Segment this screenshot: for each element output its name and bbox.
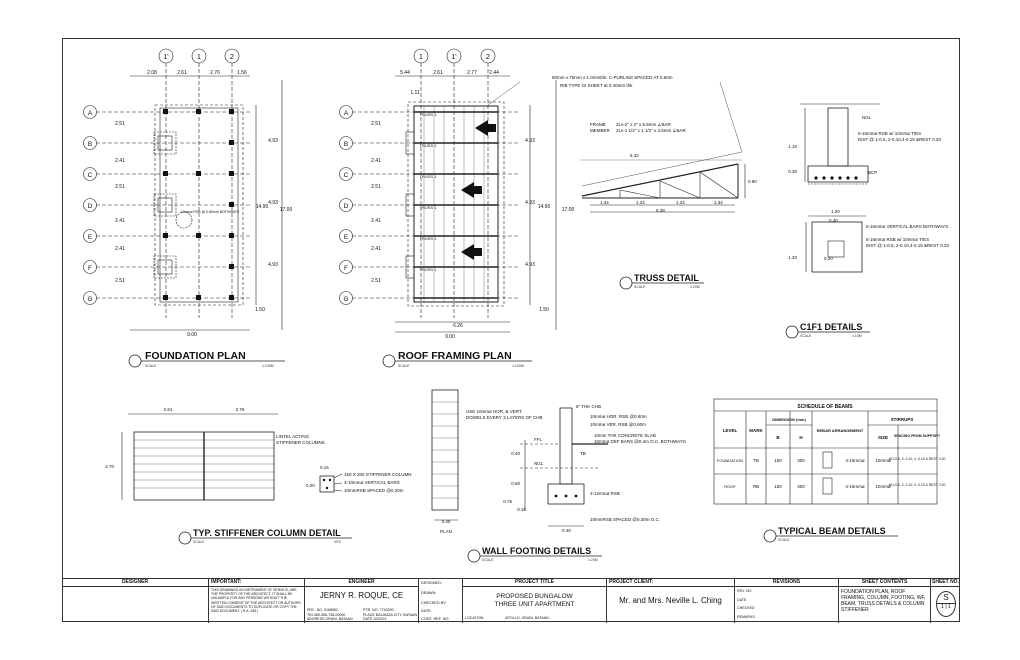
beam-size: 10mmø [875, 484, 891, 489]
tb-cont: CONT. REF. NO. [421, 617, 450, 621]
c1f1-w1: 1.20 [831, 209, 840, 214]
roof-truss-label: TRUSS 1 [419, 112, 437, 117]
found-dim-top: 2.08 [147, 70, 157, 76]
roof-dim-top: 5.44 [400, 70, 410, 76]
tb-rev-no: REV. NO. [737, 589, 753, 593]
tb-sheet-contents [838, 579, 930, 623]
scale-label: SCALE [778, 538, 790, 542]
scale-label: SCALE [482, 558, 494, 562]
beam-h-dim: DIMENSION (mm) [772, 417, 806, 422]
tb-tin-val: 389-958-738-00000 [313, 612, 346, 617]
found-dim-row: 2.41 [115, 158, 125, 164]
roof-row-B: B [343, 141, 349, 148]
tb-revisions-labels [737, 587, 755, 621]
roof-truss-label: TRUSS 1 [419, 236, 437, 241]
title-typical-beam: TYPICAL BEAM DETAILS [778, 526, 886, 536]
tb-date-val: 2022/01 [373, 617, 387, 622]
title-wall-footing: WALL FOOTING DETAILS [482, 546, 592, 556]
found-dim-right: 4.93 [268, 138, 278, 144]
roof-truss-label: TRUSS 1 [419, 174, 437, 179]
beam-h-spacing: SPACING FROM SUPPORT [893, 434, 941, 438]
beam-bars: 4-16mmø [845, 484, 865, 489]
roof-dim-row: 2.41 [371, 158, 381, 164]
wall-width: 0.40 [562, 528, 571, 533]
roof-row-E: E [343, 234, 349, 241]
beam-h-rebar: REBAR ARRANGEMENT [816, 428, 864, 433]
roof-row-C: C [343, 172, 349, 179]
tb-sheet-num: 1 [941, 604, 944, 610]
wall-note2: DOWELS EVERY 3 LAYERS OF CHB [466, 415, 543, 420]
roof-truss-label: TRUSS 1 [419, 205, 437, 210]
tb-address-label: ADDRESS [307, 617, 325, 622]
found-dim-bot: 1.50 [255, 307, 265, 313]
found-col-label-1: 1 [197, 54, 201, 61]
beam-h: 300 [797, 484, 805, 489]
tb-rev-checked: CHECKED [737, 606, 755, 610]
wall-ver: 10mmø VER. RSB @0.60m [590, 422, 646, 427]
tb-design-info [418, 579, 462, 623]
c1f1-ngl: NGL [862, 115, 872, 120]
tb-project-line1: PROPOSED BUNGALOW [496, 593, 573, 600]
tb-location-val: APOLLO, ORANI, BATAAN [505, 616, 549, 620]
stiff-note2: 3-10mmø VERTICAL BARS [344, 480, 400, 485]
roof-dim-row: 2.41 [371, 246, 381, 252]
roof-row-D: D [343, 203, 349, 210]
wall-d4: 0.15 [517, 507, 526, 512]
beam-h-h: H [799, 435, 803, 440]
roof-col-label-2: 2 [486, 54, 490, 61]
found-row-D: D [87, 203, 93, 210]
tb-engineer-name: JERNY R. ROQUE, CE [319, 591, 404, 600]
beam-schedule [714, 399, 945, 504]
wall-ffl: FFL [534, 437, 543, 442]
found-dim-top: 1.56 [237, 70, 247, 76]
beam-b: 150 [774, 484, 782, 489]
wall-rsb: 3-12mmø RSB [590, 491, 620, 496]
truss-seg: 1.34 [676, 200, 685, 205]
tb-place-val: BALANGA CITY, BATAAN [375, 612, 418, 617]
tb-engineer-details-right [363, 608, 417, 622]
found-row-B: B [87, 141, 93, 148]
title-block [62, 578, 960, 622]
beam-spacing: @1-0.5, 2- 0.10, 4 -0.15 & REST 0.20 [888, 483, 946, 487]
c1f1-h2: 0.30 [788, 169, 797, 174]
roof-col-label-1p: 1' [451, 54, 457, 61]
title-stiffener-detail: TYP. STIFFENER COLUMN DETAIL [193, 528, 341, 538]
found-dim-width: 9.00 [187, 332, 197, 338]
roof-truss-label: TRUSS 1 [419, 267, 437, 272]
truss-seg: 1.34 [714, 200, 723, 205]
tb-revisions-header: REVISIONS [735, 579, 838, 587]
found-note: 10mmø RSB @ 0.80mm BOTHWAYS [180, 210, 240, 214]
stiff-dim-b: 0.20 [306, 483, 315, 488]
truss-member-label: MEMBER [590, 128, 610, 133]
found-dim-right: 4.93 [268, 200, 278, 206]
stiff-w2: 2.76 [235, 407, 245, 412]
found-row-A: A [87, 110, 93, 117]
roof-row-A: A [343, 110, 349, 117]
title-foundation-plan: FOUNDATION PLAN [145, 350, 246, 362]
beam-level: ROOF [724, 484, 736, 489]
tb-sheet-contents-header: SHEET CONTENTS [839, 579, 930, 587]
tb-project-line2: THREE UNIT APARTMENT [494, 601, 575, 608]
title-truss-detail: TRUSS DETAIL [634, 273, 699, 283]
roof-dim-bot: 1.50 [539, 307, 549, 313]
tb-sheet-total: 1 [948, 604, 951, 610]
c1f1-ties: 6-16mmø RSB w/ 10mmø TIES [858, 131, 922, 136]
tb-important-text: THIS DRAWINGS AS INSTRUMENT OF SERVICE, ARE THE PROPERTY OF THE ARCHITECT. IT SHALL BE UNLAWFUL FOR ANY PERSONS WITHOUT THE WRITTEN CONSENT OF THE ARCHITECT OR AUTHORS OF SAID DOCUMENTS TO DUPLICATE OR COPY THE SAID DOCUMENT. ( R.A. 545 ) [211, 588, 301, 614]
tb-designer [62, 579, 208, 623]
foundation-plan [84, 49, 283, 330]
tb-engineer-header: ENGINEER [305, 579, 418, 587]
beam-b: 150 [774, 458, 782, 463]
c1f1-dist2: DIST @ 1-0.5, 2-0.10,4-0.15 &REST 0.20 [866, 243, 949, 248]
scale-label: SCALE [145, 364, 157, 368]
tb-project-name [463, 593, 606, 609]
c1f1-w2: 0.40 [829, 218, 838, 223]
wall-tb: TB [580, 451, 586, 456]
scale-label: SCALE [634, 285, 646, 289]
truss-note-sheet: RIB TYPE GI SHEET at 0.40mm thk [560, 83, 633, 88]
tb-location-label: LOCATION: [465, 616, 485, 620]
tb-prc-label: PRC. NO. [307, 608, 323, 612]
scale-label: SCALE [398, 364, 410, 368]
found-row-E: E [87, 234, 93, 241]
roof-dim-row: 2.51 [371, 278, 381, 284]
found-dim-row: 2.51 [115, 278, 125, 284]
beam-mark: RB [752, 484, 760, 489]
c1f1-dist: DIST @ 1-0.5, 2-0.10,4-0.15 &REST 0.20 [858, 137, 941, 142]
found-dim-row: 2.51 [115, 184, 125, 190]
beam-bars: 4-16mmø [845, 458, 865, 463]
tb-sheet-letter: S [943, 593, 949, 602]
roof-dim-top: 2.77 [467, 70, 477, 76]
tb-sheet-badge [936, 591, 956, 617]
tb-client-header: PROJECT CLIENT: [607, 579, 734, 587]
beam-size: 10mmø [875, 458, 891, 463]
scale-label: SCALE [193, 540, 205, 544]
roof-dim-row: 2.51 [371, 184, 381, 190]
roof-dim-row: 2.51 [371, 121, 381, 127]
found-col-label-1p: 1' [163, 54, 169, 61]
tb-client [606, 579, 734, 623]
truss-total: 5.38 [656, 208, 665, 213]
tb-sheet-no-header: SHEET NO. [932, 579, 959, 585]
roof-framing-plan [340, 49, 557, 332]
found-dim-row: 2.41 [115, 218, 125, 224]
truss-note-purlins: 50mm x 75mm x 1.0mmthk. C-PURLINS SPACED AT 0.60m [552, 75, 673, 80]
tb-project-header: PROJECT TITLE [463, 579, 606, 587]
c1f1-side: 1.20 [788, 255, 797, 260]
found-dim-row: 2.41 [115, 246, 125, 252]
beam-h-b: B [776, 435, 780, 440]
c1f1-ties2: 6-16mmø RSB w/ 10mmø TIES [866, 237, 930, 242]
tb-contents: FOUNDATION PLAN, ROOF FRAMING, COLUMN, FOOTING, WF, BEAM, TRUSS DETAILS & COLUMN STIFFENER [841, 589, 926, 613]
beam-h-size: SIZE [877, 435, 889, 440]
found-dim-top: 2.76 [210, 70, 220, 76]
stiff-note1: 150 X 200 STIFFENER COLUMN [344, 472, 412, 477]
stiff-w1: 2.61 [163, 407, 173, 412]
tb-engineer [304, 579, 418, 623]
scale-value: 1:100M [512, 364, 524, 368]
c1f1-bars: 6-16mmø VERTICAL BARS BOTHWAYS [866, 224, 949, 229]
stiff-note3: 10mmRSB SPACED @0.20m [344, 488, 404, 493]
tb-important-header: IMPORTANT: [209, 579, 304, 587]
tb-project [462, 579, 606, 623]
beam-h-stirrups: STIRRUPS [890, 417, 914, 422]
found-dim-total2: 17.00 [279, 207, 293, 213]
tb-prc-val: 0168552 [323, 608, 338, 612]
scale-value: 1:100M [262, 364, 274, 368]
wall-d3: 0.75 [503, 499, 512, 504]
roof-dim-right: 4.93 [525, 138, 535, 144]
tb-important [208, 579, 304, 623]
wall-note1: USE 10mmø HOR. & VERT. [466, 409, 523, 414]
found-dim-right: 4.93 [268, 262, 278, 268]
scale-value: 1:10M [852, 334, 862, 338]
roof-dim-total2: 17.00 [561, 207, 575, 213]
wall-chb: 6" THK CHB [576, 404, 602, 409]
tb-drawn: DRAWN: [421, 591, 437, 595]
c1f1-side2: 0.20 [824, 256, 833, 261]
title-roof-framing-plan: ROOF FRAMING PLAN [398, 350, 512, 362]
wall-d2: 0.60 [511, 481, 520, 486]
truss-span: 6.32 [630, 153, 639, 158]
roof-truss-label: TRUSS 1 [419, 143, 437, 148]
tb-designer-header: DESIGNER [62, 579, 208, 587]
wall-ngl: NGL [534, 461, 544, 466]
tb-remarks: REMARKS [737, 614, 755, 619]
roof-dim-right: 4.93 [525, 200, 535, 206]
scale-label: SCALE [800, 334, 812, 338]
beam-h-level: LEVEL [722, 428, 738, 433]
found-dim-top: 2.61 [177, 70, 187, 76]
roof-dim-right: 4.93 [525, 262, 535, 268]
tb-engineer-details-left [307, 608, 353, 622]
truss-seg: 1.34 [600, 200, 609, 205]
tb-place-label: PLACE [363, 612, 375, 617]
beam-spacing: @1-0.5, 2- 0.10, 4 -0.15 & REST 0.20 [888, 457, 946, 461]
roof-row-F: F [344, 265, 348, 272]
roof-col-label-1: 1 [419, 54, 423, 61]
tb-sheet-fraction: 1 | 1 [937, 603, 955, 611]
truss-frame-text: 2Ls-2" x 2" x 5.5mm ∠BAR [616, 122, 671, 127]
scale-value: 1:20M [588, 558, 598, 562]
scale-value: 1:20M [690, 285, 700, 289]
c1f1-h1: 1.10 [788, 144, 797, 149]
tb-address-val: ORANI, BATAAN [325, 617, 353, 622]
tb-ptr-label: PTR. NO. [363, 608, 379, 612]
truss-frame-label: FRAME [590, 122, 606, 127]
wall-d1: 0.40 [511, 451, 520, 456]
truss-height: 0.90 [748, 179, 757, 184]
tb-date-label: DATE [363, 617, 373, 622]
stiff-h: 2.70 [105, 464, 114, 469]
roof-row-G: G [343, 296, 349, 303]
beam-h: 300 [797, 458, 805, 463]
roof-dim-total: 14.90 [537, 204, 551, 210]
roof-dim-top: 2.61 [433, 70, 443, 76]
tb-revisions [734, 579, 838, 623]
wall-plan-dim: 0.40 [441, 519, 451, 524]
beam-schedule-title: SCHEDULE OF BEAMS [797, 404, 853, 410]
tb-tin-label: TIN [307, 612, 313, 617]
wall-rsb2: 10mmRSB SPACED @0.30m O.C. [590, 517, 661, 522]
tb-ptr-val: 7743290 [379, 608, 394, 612]
found-row-G: G [87, 296, 93, 303]
found-row-F: F [88, 265, 92, 272]
found-row-C: C [87, 172, 93, 179]
roof-dim-small: 1.11 [410, 90, 420, 96]
wall-slab2: 10mmø DEF BARS @0.4m O.C. BOTHWAYS [594, 439, 686, 444]
truss-detail [580, 82, 745, 212]
scale-value: NTS [334, 540, 341, 544]
roof-dim-width: 9.00 [445, 334, 455, 340]
tb-date2: DATE: [421, 609, 432, 613]
found-dim-row: 2.51 [115, 121, 125, 127]
roof-dim-top: 2.44 [489, 70, 499, 76]
truss-seg: 1.34 [636, 200, 645, 205]
stiff-lintel: LINTEL ACTING [276, 434, 310, 439]
truss-member-text: 2Ls-1 1/2" x 1 1/2" x 3.5mm ∠BAR [616, 128, 686, 133]
tb-location [465, 616, 549, 620]
tb-designed: DESIGNED: [421, 581, 442, 585]
tb-client-name: Mr. and Mrs. Neville L. Ching [619, 596, 722, 605]
beam-mark: TB [753, 458, 759, 463]
roof-dim-row: 2.41 [371, 218, 381, 224]
stiff-dim-a: 0.15 [320, 465, 329, 470]
roof-dim-inner: 6.26 [453, 323, 463, 329]
wall-hor: 10mmø HOR. RSB @0.60m [590, 414, 647, 419]
found-dim-total: 14.90 [255, 204, 269, 210]
wall-plan: PLAN [440, 529, 452, 534]
tb-sheet-no [930, 579, 960, 623]
beam-level: FOUNDATION [716, 458, 744, 463]
title-c1f1-details: C1F1 DETAILS [800, 322, 863, 332]
tb-rev-date: DATE [737, 597, 747, 602]
stiff-lintel2: STIFFENER COLUMNS [276, 440, 325, 445]
found-col-label-2: 2 [230, 54, 234, 61]
tb-checked: CHECKED BY: [421, 601, 447, 605]
wall-slab: 10mm THK CONCRETE SLAB [594, 433, 656, 438]
c1f1-bcp: BCP [868, 170, 878, 175]
beam-h-mark: MARK [749, 428, 763, 433]
